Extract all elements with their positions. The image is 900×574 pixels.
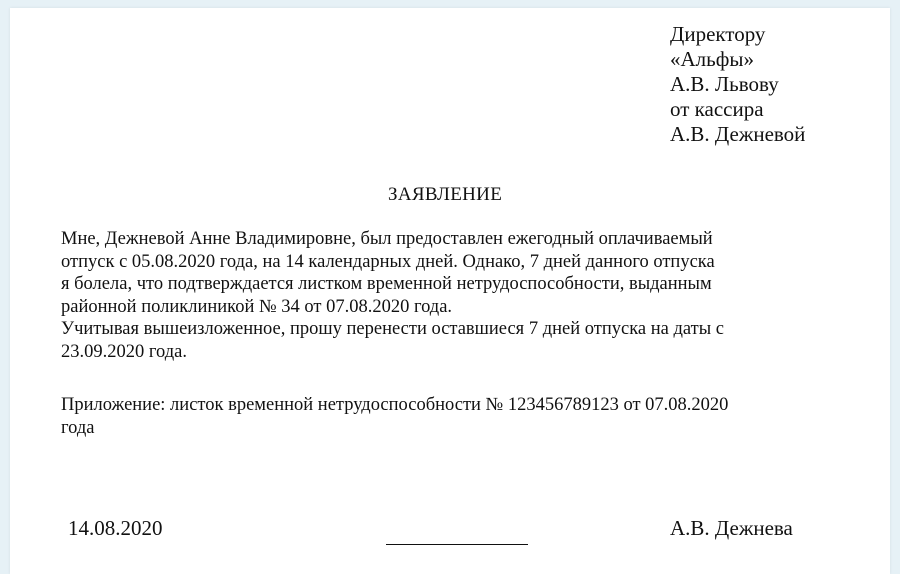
sender-name: А.В. Дежневой bbox=[670, 122, 806, 146]
addressee-position: Директору bbox=[670, 22, 766, 46]
document-date: 14.08.2020 bbox=[68, 516, 163, 540]
attachment-line: года bbox=[61, 417, 95, 438]
addressee-block bbox=[670, 22, 805, 147]
statement-body bbox=[61, 228, 841, 363]
sender-position: от кассира bbox=[670, 97, 764, 121]
addressee-name: А.В. Львову bbox=[670, 72, 779, 96]
signature-line bbox=[386, 544, 528, 545]
body-line: районной поликлиникой № 34 от 07.08.2020 года. bbox=[61, 296, 453, 317]
document-page bbox=[10, 8, 890, 574]
attachment-line: Приложение: листок временной нетрудоспособности № 123456789123 от 07.08.2020 bbox=[61, 395, 729, 415]
signer-name: А.В. Дежнева bbox=[670, 516, 793, 540]
document-title: ЗАЯВЛЕНИЕ bbox=[388, 184, 503, 205]
body-line: 23.09.2020 года. bbox=[61, 341, 187, 362]
attachment-block bbox=[61, 394, 728, 439]
body-line: я болела, что подтверждается листком временной нетрудоспособности, выданным bbox=[61, 274, 712, 294]
body-line: Учитывая вышеизложенное, прошу перенести оставшиеся 7 дней отпуска на даты с bbox=[61, 319, 724, 339]
body-line: Мне, Дежневой Анне Владимировне, был предоставлен ежегодный оплачиваемый bbox=[61, 229, 713, 249]
body-line: отпуск с 05.08.2020 года, на 14 календарных дней. Однако, 7 дней данного отпуска bbox=[61, 251, 715, 272]
addressee-company: «Альфы» bbox=[670, 47, 754, 71]
